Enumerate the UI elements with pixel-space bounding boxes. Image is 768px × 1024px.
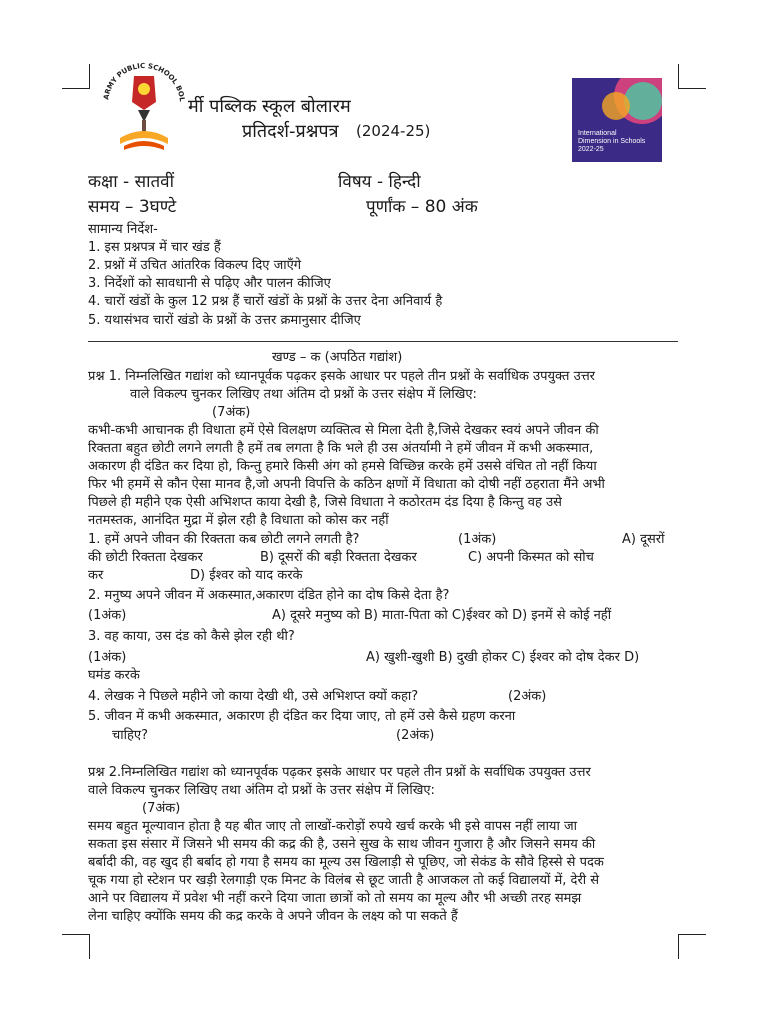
instruction-item: 1. इस प्रश्नपत्र में चार खंड हैं bbox=[88, 240, 221, 255]
crop-mark-bottom-left-h bbox=[62, 934, 90, 935]
q1-passage-line: रिक्तता बहुत छोटी लगने लगती है हमें तब लगता है कि भले ही उस अंतर्यामी ने हमें जीवन में कभी अकस्मात, bbox=[88, 441, 594, 456]
international-dimension-badge bbox=[572, 78, 662, 162]
crop-mark-bottom-left-v bbox=[89, 934, 90, 959]
q1-passage-line: कभी-कभी आचानक ही विधाता हमें ऐसे विलक्षण व्यक्तित्व से मिला देती है,जिसे देखकर स्वयं अपने जीवन की bbox=[88, 423, 599, 438]
q2-passage-line: समय बहुत मूल्यावान होता है यह बीत जाए तो लाखों-करोड़ों रुपये खर्च करके भी इसे वापस नहीं लाया जा bbox=[88, 819, 577, 834]
q1-instruction-line-2: वाले विकल्प चुनकर लिखिए तथा अंतिम दो प्रश्नों के उत्तर संक्षेप में लिखिए: bbox=[130, 387, 477, 402]
section-title: खण्ड – क (अपठित गद्यांश) bbox=[272, 350, 403, 365]
logo-arc-text: ARMY PUBLIC SCHOOL BOL bbox=[102, 62, 186, 103]
q1-sub-1-option-c: C) अपनी किस्मत को सोच bbox=[468, 550, 594, 565]
q1-sub-3-option-d-cont: घमंड करके bbox=[88, 668, 140, 683]
subject-label: विषय - हिन्दी bbox=[338, 172, 421, 192]
q2-passage-line: चूक गया हो स्टेशन पर खड़ी रेलगाड़ी एक मिनट के विलंब से छूट जाती है आजकल तो कई विद्यालयों में, देरी से bbox=[88, 873, 600, 888]
q1-instruction-line-1: प्रश्न 1. निम्नलिखित गद्यांश को ध्यानपूर्वक पढ़कर इसके आधार पर पहले तीन प्रश्नों के सर्वाधिक उपयुक्त उत्तर bbox=[88, 369, 595, 384]
q1-sub-3-options: A) खुशी-खुशी B) दुखी होकर C) ईश्वर को दोष देकर D) bbox=[366, 650, 640, 665]
school-name: र्मी पब्लिक स्कूल बोलारम bbox=[188, 96, 351, 117]
q1-sub-1: 1. हमें अपने जीवन की रिक्तता कब छोटी लगने लगती है? bbox=[88, 532, 360, 547]
badge-line-2: Dimension in Schools bbox=[578, 138, 646, 145]
q1-passage-line: अकारण ही दंडित कर दिया हो, किन्तु हमारे किसी अंग को हमसे विच्छिन्न करके हमें उससे वंचित तो नहीं किया bbox=[88, 459, 597, 474]
q2-instruction-line-2: वाले विकल्प चुनकर लिखिए तथा अंतिम दो प्रश्नों के उत्तर संक्षेप में लिखिए: bbox=[88, 783, 435, 798]
total-marks-label: पूर्णांक – 80 अंक bbox=[366, 197, 478, 217]
paper-title: प्रतिदर्श-प्रश्नपत्र bbox=[242, 121, 339, 142]
class-label: कक्षा - सातवीं bbox=[88, 172, 175, 192]
crop-mark-top-left-h bbox=[62, 88, 90, 89]
q1-sub-2-marks: (1अंक) bbox=[88, 608, 127, 623]
q1-sub-3: 3. वह काया, उस दंड को कैसे झेल रही थी? bbox=[88, 629, 295, 644]
q1-sub-5-marks: (2अंक) bbox=[396, 728, 435, 743]
crop-mark-top-left-v bbox=[89, 64, 90, 89]
crop-mark-top-right-v bbox=[678, 64, 679, 89]
q1-sub-2-options: A) दूसरे मनुष्य को B) माता-पिता को C)ईश्वर को D) इनमें से कोई नहीं bbox=[272, 608, 612, 623]
q1-marks: (7अंक) bbox=[212, 405, 251, 420]
paper-year: (2024-25) bbox=[356, 122, 431, 140]
q1-sub-1-option-a-cont: की छोटी रिक्तता देखकर bbox=[88, 550, 203, 565]
instruction-item: 2. प्रश्नों में उचित आंतरिक विकल्प दिए जाएँगे bbox=[88, 258, 302, 273]
crop-mark-bottom-right-h bbox=[678, 934, 706, 935]
q1-passage-line: फिर भी हममें से कौन ऐसा मानव है,जो अपनी विपत्ति के कठिन क्षणों में विधाता को दोषी नहीं ठहराता मैंने अभी bbox=[88, 477, 605, 492]
q1-sub-1-option-d: D) ईश्वर को याद करके bbox=[190, 568, 303, 583]
divider-line bbox=[88, 341, 678, 342]
q2-instruction-line-1: प्रश्न 2.निम्नलिखित गद्यांश को ध्यानपूर्वक पढ़कर इसके आधार पर पहले तीन प्रश्नों के सर्वाधिक उपयुक्त उत्तर bbox=[88, 765, 591, 780]
crop-mark-bottom-right-v bbox=[678, 934, 679, 959]
instructions-title: सामान्य निर्देश- bbox=[88, 222, 158, 237]
q2-passage-line: बर्बादी की, वह खुद ही बर्बाद हो गया है समय का मूल्य उस खिलाड़ी से पूछिए, जो सेकंड के सौवे हिस्से से पदक bbox=[88, 855, 604, 870]
q1-sub-1-option-c-cont: कर bbox=[88, 568, 104, 583]
q1-sub-1-option-b: B) दूसरों की बड़ी रिक्तता देखकर bbox=[260, 550, 417, 565]
q1-sub-1-option-a: A) दूसरों bbox=[622, 532, 665, 547]
instruction-item: 5. यथासंभव चारों खंडो के प्रश्नों के उत्तर क्रमानुसार दीजिए bbox=[88, 313, 361, 328]
q1-passage-line: नतमस्तक, आनंदित मुद्रा में झेल रही है विधाता को कोस कर नहीं bbox=[88, 513, 389, 528]
q1-sub-2: 2. मनुष्य अपने जीवन में अकस्मात,अकारण दंडित होने का दोष किसे देता है? bbox=[88, 588, 450, 603]
q2-passage-line: आने पर विद्यालय में प्रवेश भी नहीं करने दिया जाता छात्रों को तो समय का मूल्य और भी अच्छी तरह समझ bbox=[88, 891, 582, 906]
time-label: समय – 3घण्टे bbox=[88, 197, 177, 217]
q1-sub-4-marks: (2अंक) bbox=[508, 689, 547, 704]
q2-passage-line: सकता इस संसार में जिसने भी समय की कद्र की है, उसने सुख के साथ जीवन गुजारा है और जिसने समय की bbox=[88, 837, 596, 852]
instruction-item: 3. निर्देशों को सावधानी से पढ़िए और पालन कीजिए bbox=[88, 276, 331, 291]
q1-sub-3-marks: (1अंक) bbox=[88, 650, 127, 665]
q1-sub-4: 4. लेखक ने पिछले महीने जो काया देखी थी, उसे अभिशप्त क्यों कहा? bbox=[88, 689, 419, 704]
q1-sub-5-cont: चाहिए? bbox=[112, 728, 148, 743]
crop-mark-top-right-h bbox=[678, 88, 706, 89]
q1-sub-1-marks: (1अंक) bbox=[458, 532, 497, 547]
q1-sub-5: 5. जीवन में कभी अकस्मात, अकारण ही दंडित कर दिया जाए, तो हमें उसे कैसे ग्रहण करना bbox=[88, 709, 516, 724]
q2-passage-line: लेना चाहिए क्योंकि समय की कद्र करके वे अपने जीवन के लक्ष्य को पा सकते हैं bbox=[88, 909, 458, 924]
school-logo bbox=[100, 62, 188, 160]
q2-marks: (7अंक) bbox=[142, 801, 181, 816]
badge-line-1: International bbox=[578, 130, 617, 137]
q1-passage-line: पिछले ही महीने एक ऐसी अभिशप्त काया देखी है, जिसे विधाता ने कठोरतम दंड दिया है किन्तु वह उसे bbox=[88, 495, 562, 510]
instruction-item: 4. चारों खंडों के कुल 12 प्रश्न हैं चारों खंडों के प्रश्नों के उत्तर देना अनिवार्य है bbox=[88, 294, 443, 309]
badge-line-3: 2022-25 bbox=[578, 146, 604, 153]
